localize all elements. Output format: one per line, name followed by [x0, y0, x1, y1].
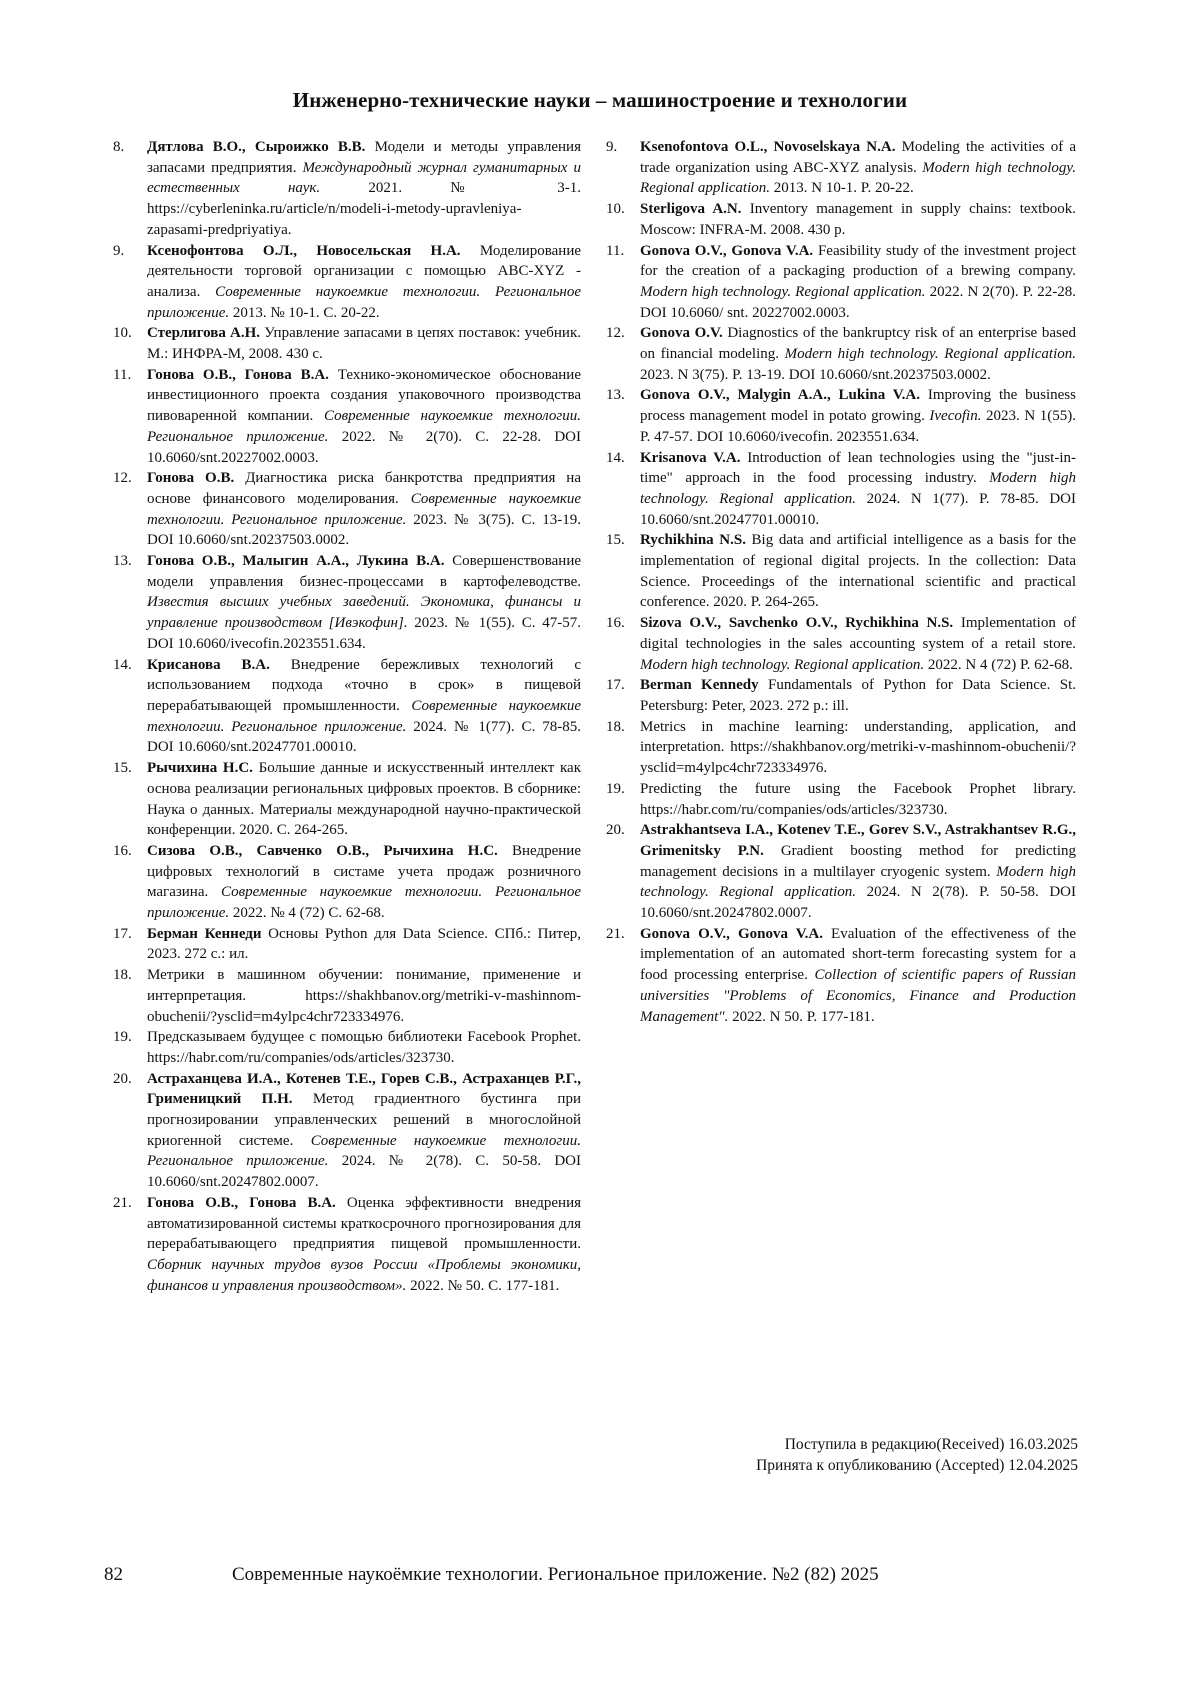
reference-text: Метод градиентного бустинга при прогнозировании управленческих решений в многослойной криогенной системе. — [147, 1091, 581, 1149]
reference-details: 2022. N 50. P. 177-181. — [728, 1008, 875, 1025]
accepted-date: Принята к опубликованию (Accepted) 12.04.2025 — [756, 1457, 1078, 1474]
reference-number: 17. — [113, 925, 132, 942]
reference-authors: Ksenofontova O.L., Novoselskaya N.A. — [640, 139, 896, 155]
reference-text: Inventory management in supply chains: textbook. Moscow: INFRA-M. 2008. 430 p. — [640, 201, 1076, 238]
reference-source: Современные наукоемкие технологии. Региональное приложение. — [147, 408, 581, 445]
reference-number: 21. — [113, 1194, 132, 1211]
reference-authors: Gonova O.V. — [640, 325, 723, 342]
reference-source: Modern high technology. Regional application. — [640, 863, 1076, 901]
reference-item — [113, 655, 581, 759]
reference-source: Ivecofin. — [929, 408, 982, 425]
reference-authors: Дятлова В.О., Сыроижко В.В. — [147, 139, 366, 155]
reference-number: 20. — [606, 822, 625, 839]
reference-item — [606, 779, 1076, 820]
reference-text: Внедрение бережливых технологий с использованием подхода «точно в срок» в пищевой перерабатывающей промышленности. — [147, 656, 581, 714]
reference-details: 2013. N 10-1. P. 20-22. — [769, 180, 914, 197]
reference-source: Современные наукоемкие технологии. Региональное приложение. — [147, 1132, 581, 1170]
reference-number: 10. — [113, 325, 132, 342]
reference-source: Modern high technology. Regional application. — [640, 159, 1076, 197]
reference-authors: Гонова О.В., Гонова В.А. — [147, 1194, 336, 1211]
running-header: Инженерно-технические науки – машиностроение и технологии — [292, 88, 908, 112]
reference-number: 18. — [113, 967, 132, 984]
reference-source: Известия высших учебных заведений. Экономика, финансы и управление производством [Ивэкофин]. — [147, 594, 581, 632]
reference-number: 19. — [113, 1029, 132, 1046]
reference-authors: Krisanova V.A. — [640, 449, 741, 466]
reference-details: 2022. № 2(70). С. 22-28. DOI 10.6060/snt.20227002.0003. — [147, 428, 581, 466]
reference-number: 11. — [606, 242, 625, 259]
reference-authors: Rychikhina N.S. — [640, 532, 746, 549]
journal-title: Современные наукоёмкие технологии. Региональное приложение. №2 (82) 2025 — [232, 1564, 879, 1585]
reference-item — [606, 241, 1076, 324]
reference-text: Диагностика риска банкротства предприятия на основе финансового моделирования. — [147, 470, 581, 507]
reference-item — [606, 613, 1076, 675]
reference-number: 16. — [113, 842, 132, 859]
reference-number: 12. — [606, 325, 625, 342]
reference-authors: Gonova O.V., Gonova V.A. — [640, 925, 823, 942]
reference-number: 14. — [113, 656, 132, 673]
reference-number: 18. — [606, 718, 625, 735]
reference-details: 2022. N 2(70). P. 22-28. DOI 10.6060/ snt. 20227002.0003. — [640, 283, 1076, 321]
reference-source: Modern high technology. Regional application. — [640, 470, 1076, 507]
reference-item — [113, 1069, 581, 1193]
reference-text: Fundamentals of Python for Data Science. St. Petersburg: Peter, 2023. 272 p.: ill. — [640, 677, 1076, 714]
reference-number: 9. — [606, 139, 618, 155]
reference-number: 15. — [606, 532, 625, 549]
reference-item — [113, 965, 581, 1027]
reference-authors: Gonova O.V., Gonova V.A. — [640, 242, 814, 259]
reference-text: Предсказываем будущее с помощью библиотеки Facebook Prophet. https://habr.com/ru/companies/ods/articles/323730. — [147, 1029, 581, 1066]
reference-details: 2023. N 1(55). P. 47-57. DOI 10.6060/ivecofin. 2023551.634. — [640, 408, 1076, 445]
reference-number: 13. — [606, 387, 625, 404]
reference-text: Evaluation of the effectiveness of the implementation of an automated short-term forecasting system for a food processing enterprise. — [640, 925, 1076, 984]
reference-number: 19. — [606, 780, 625, 797]
reference-authors: Рычихина Н.С. — [147, 760, 253, 777]
reference-text: Gradient boosting method for predicting management decisions in a multilayer cryogenic system. — [640, 842, 1076, 880]
reference-authors: Крисанова В.А. — [147, 656, 270, 673]
reference-details: 2024. N 2(78). P. 50-58. DOI 10.6060/snt.20247802.0007. — [640, 884, 1076, 922]
reference-text: Совершенствование модели управления бизнес-процессами в картофелеводстве. — [147, 553, 581, 590]
reference-item — [606, 820, 1076, 924]
reference-details: 2023. № 1(55). С. 47-57. DOI 10.6060/ivecofin.2023551.634. — [147, 615, 581, 652]
reference-text: Implementation of digital technologies in the sales accounting system of a retail store. — [640, 615, 1076, 652]
reference-text: Модели и методы управления запасами предприятия. — [147, 139, 581, 176]
reference-source: Collection of scientific papers of Russian universities "Problems of Economics, Finance and Production Management". — [640, 967, 1076, 1025]
reference-item — [606, 137, 1076, 199]
reference-details: 2023. № 3(75). С. 13-19. DOI 10.6060/snt.20237503.0002. — [147, 511, 581, 549]
reference-text: Технико-экономическое обоснование инвестиционного проекта создания упаковочного производства пивоваренной компании. — [147, 366, 581, 425]
reference-number: 9. — [113, 242, 125, 259]
reference-authors: Ксенофонтова О.Л., Новосельская Н.А. — [147, 242, 461, 259]
reference-text: Modeling the activities of a trade organization using ABC-XYZ analysis. — [640, 139, 1076, 176]
reference-source: Современные наукоемкие технологии. Региональное приложение. — [147, 697, 581, 735]
reference-details: 2021. № 3-1. https://cyberleninka.ru/article/n/modeli-i-metody-upravleniya-zapasami-predpriyatiya. — [147, 180, 581, 238]
reference-authors: Сизова О.В., Савченко О.В., Рычихина Н.С. — [147, 842, 498, 859]
received-date: Поступила в редакцию(Received) 16.03.2025 — [784, 1436, 1078, 1453]
reference-number: 14. — [606, 449, 625, 466]
reference-source: Международный журнал гуманитарных и естественных наук. — [147, 159, 581, 197]
reference-text: Большие данные и искусственный интеллект как основа реализации региональных цифровых проектов. В сборнике: Наука о данных. Материалы международной научно-практической конференции. 2020. С. 264-265. — [147, 760, 582, 839]
reference-source: Modern high technology. Regional application. — [640, 656, 925, 673]
reference-details: 2022. № 4 (72) С. 62-68. — [229, 905, 385, 922]
reference-item — [606, 675, 1076, 716]
reference-item — [606, 199, 1076, 240]
references-column-russian — [113, 137, 581, 1296]
reference-item — [606, 385, 1076, 447]
reference-item — [113, 1193, 581, 1297]
reference-authors: Гонова О.В., Гонова В.А. — [147, 366, 329, 383]
reference-item — [113, 365, 581, 469]
reference-text: Introduction of lean technologies using the "just-in-time" approach in the food processing industry. — [640, 449, 1076, 487]
reference-text: Diagnostics of the bankruptcy risk of an enterprise based on financial modeling. — [640, 325, 1076, 363]
reference-text: Predicting the future using the Facebook Prophet library. https://habr.com/ru/companies/ods/articles/323730. — [640, 780, 1076, 818]
reference-text: Feasibility study of the investment project for the creation of a packaging production of a brewing company. — [640, 242, 1076, 280]
reference-text: Моделирование деятельности торговой организации с помощью ABC-XYZ - анализа. — [147, 242, 582, 300]
reference-text: Метрики в машинном обучении: понимание, применение и интерпретация. https://shakhbanov.org/metriki-v-mashinnom-obuchenii/?ysclid=m4ylpc4chr723334976. — [147, 967, 581, 1025]
reference-number: 11. — [113, 366, 132, 383]
reference-details: 2024. № 1(77). С. 78-85. DOI 10.6060/snt.20247701.00010. — [147, 718, 581, 756]
reference-number: 8. — [113, 139, 125, 155]
reference-item — [113, 323, 581, 364]
reference-details: 2024. N 1(77). P. 78-85. DOI 10.6060/snt.20247701.00010. — [640, 490, 1076, 528]
reference-details: 2023. N 3(75). P. 13-19. DOI 10.6060/snt.20237503.0002. — [640, 366, 991, 383]
reference-source: Modern high technology. Regional application. — [640, 283, 926, 300]
reference-item — [113, 1027, 581, 1068]
reference-item — [606, 448, 1076, 531]
reference-authors: Berman Kennedy — [640, 677, 759, 694]
reference-item — [113, 468, 581, 551]
submission-dates — [756, 1434, 1078, 1476]
reference-details: 2022. № 50. С. 177-181. — [406, 1277, 560, 1294]
reference-details: 2024. № 2(78). С. 50-58. DOI 10.6060/snt.20247802.0007. — [147, 1153, 581, 1191]
reference-text: Big data and artificial intelligence as a basis for the implementation of regional digital projects. In the collection: Data Science. Proceedings of the international scientific and practical conference. 2020. P. 264-265. — [640, 532, 1076, 611]
reference-details: 2022. N 4 (72) P. 62-68. — [924, 656, 1073, 673]
reference-text: Основы Python для Data Science. СПб.: Питер, 2023. 272 с.: ил. — [147, 925, 581, 963]
reference-source: Modern high technology. Regional application. — [784, 346, 1076, 363]
reference-number: 20. — [113, 1070, 132, 1087]
reference-authors: Sterligova A.N. — [640, 201, 742, 218]
reference-authors: Берман Кеннеди — [147, 925, 262, 942]
reference-authors: Гонова О.В. — [147, 470, 235, 487]
page-number: 82 — [104, 1564, 123, 1585]
reference-authors: Астраханцева И.А., Котенев Т.Е., Горев С.В., Астраханцев Р.Г., Грименицкий П.Н. — [147, 1070, 581, 1108]
reference-item — [113, 924, 581, 965]
reference-number: 12. — [113, 470, 132, 487]
reference-item — [113, 841, 581, 924]
reference-text: Оценка эффективности внедрения автоматизированной системы краткосрочного прогнозирования для перерабатывающего предприятия пищевой промышленности. — [147, 1194, 581, 1253]
reference-item — [113, 758, 581, 841]
reference-text: Внедрение цифровых технологий в систаме учета продаж розничного магазина. — [147, 842, 581, 901]
reference-source: Современные наукоемкие технологии. Региональное приложение. — [147, 490, 581, 528]
reference-authors: Стерлигова А.Н. — [147, 325, 261, 342]
reference-item — [113, 551, 581, 655]
reference-item — [606, 323, 1076, 385]
reference-text: Metrics in machine learning: understanding, application, and interpretation. https://shakhbanov.org/metriki-v-mashinnom-obuchenii/?ysclid=m4ylpc4chr723334976. — [640, 718, 1076, 777]
reference-number: 15. — [113, 760, 132, 777]
reference-text: Improving the business process management model in potato growing. — [640, 387, 1076, 425]
reference-item — [113, 241, 581, 324]
reference-text: Управление запасами в цепях поставок: учебник. М.: ИНФРА-М, 2008. 430 с. — [147, 325, 581, 363]
reference-details: 2013. № 10-1. С. 20-22. — [229, 304, 380, 321]
reference-number: 21. — [606, 925, 625, 942]
reference-source: Сборник научных трудов вузов России «Проблемы экономики, финансов и управления производством». — [147, 1256, 581, 1294]
reference-number: 10. — [606, 201, 625, 218]
reference-item — [113, 137, 581, 241]
reference-item — [606, 924, 1076, 1028]
reference-authors: Sizova O.V., Savchenko O.V., Rychikhina N.S. — [640, 615, 954, 632]
reference-authors: Astrakhantseva I.A., Kotenev T.E., Gorev S.V., Astrakhantsev R.G., Grimenitsky P.N. — [640, 822, 1076, 859]
reference-number: 17. — [606, 677, 625, 694]
reference-source: Современные наукоемкие технологии. Региональное приложение. — [147, 283, 581, 321]
reference-item — [606, 717, 1076, 779]
reference-number: 13. — [113, 553, 132, 570]
reference-source: Современные наукоемкие технологии. Региональное приложение. — [147, 884, 582, 922]
reference-authors: Gonova O.V., Malygin A.A., Lukina V.A. — [640, 387, 921, 404]
reference-item — [606, 530, 1076, 613]
reference-authors: Гонова О.В., Малыгин А.А., Лукина В.А. — [147, 553, 445, 570]
reference-number: 16. — [606, 615, 625, 632]
references-column-english — [606, 137, 1076, 1027]
